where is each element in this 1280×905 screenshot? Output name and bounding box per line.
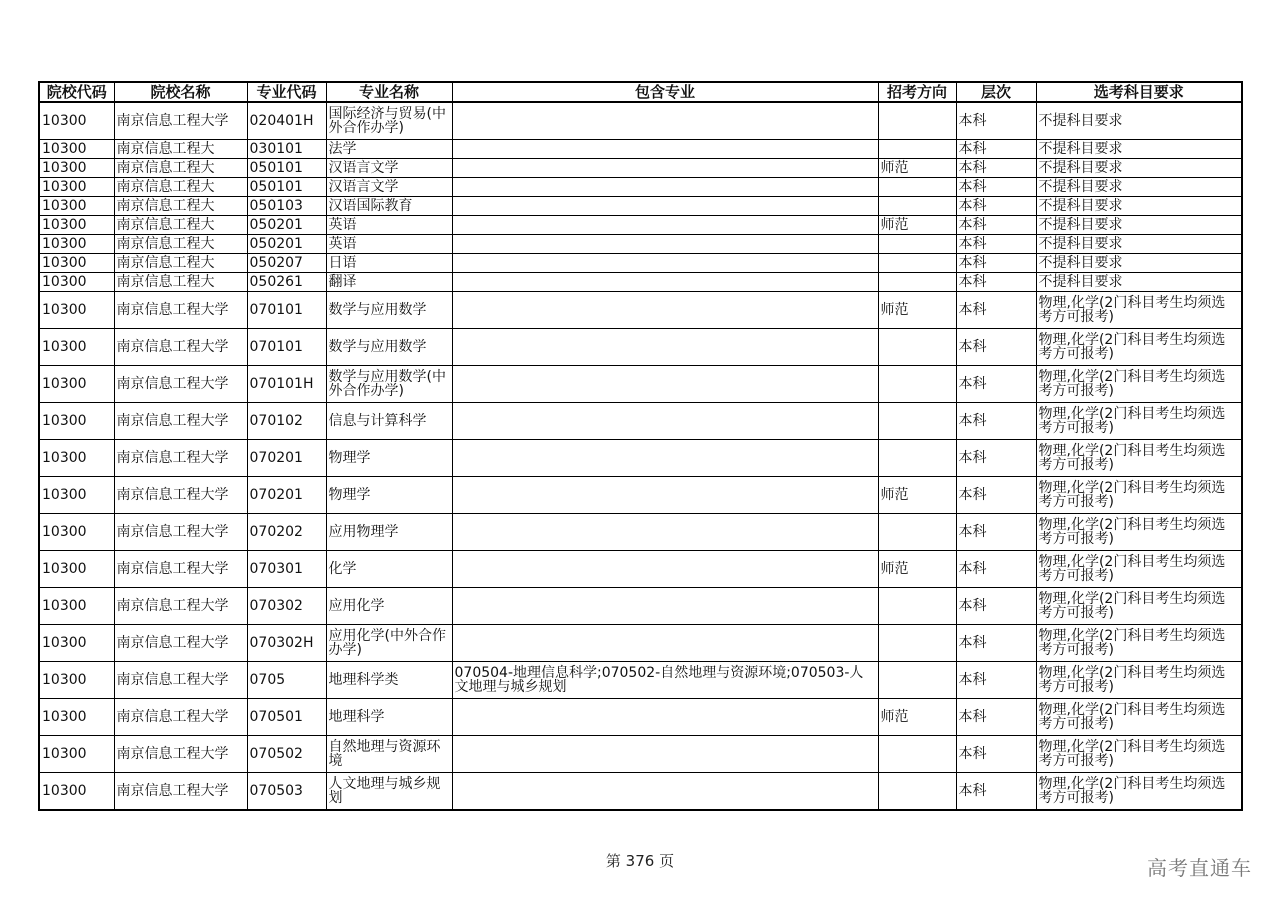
table-row xyxy=(39,551,1242,588)
cell-included-majors xyxy=(452,273,878,292)
cell-school-code: 10300 xyxy=(39,178,114,197)
cell-subject-requirement: 不提科目要求 xyxy=(1036,178,1242,197)
cell-included-majors xyxy=(452,178,878,197)
cell-level: 本科 xyxy=(956,773,1036,811)
cell-school-code: 10300 xyxy=(39,403,114,440)
cell-level: 本科 xyxy=(956,197,1036,216)
cell-major-code: 030101 xyxy=(247,140,326,159)
cell-school-name: 南京信息工程大学 xyxy=(114,292,247,329)
cell-direction xyxy=(878,329,956,366)
cell-level: 本科 xyxy=(956,366,1036,403)
cell-school-name: 南京信息工程大 xyxy=(114,140,247,159)
cell-major-name: 汉语国际教育 xyxy=(326,197,452,216)
cell-school-name: 南京信息工程大学 xyxy=(114,514,247,551)
cell-included-majors xyxy=(452,551,878,588)
cell-direction xyxy=(878,514,956,551)
cell-included-majors xyxy=(452,197,878,216)
cell-direction xyxy=(878,254,956,273)
cell-major-name: 物理学 xyxy=(326,477,452,514)
cell-included-majors xyxy=(452,235,878,254)
cell-direction xyxy=(878,625,956,662)
cell-subject-requirement: 物理,化学(2门科目考生均须选考方可报考) xyxy=(1036,773,1242,811)
cell-school-code: 10300 xyxy=(39,736,114,773)
cell-subject-requirement: 物理,化学(2门科目考生均须选考方可报考) xyxy=(1036,736,1242,773)
cell-major-name: 人文地理与城乡规划 xyxy=(326,773,452,811)
cell-direction: 师范 xyxy=(878,216,956,235)
table-row xyxy=(39,403,1242,440)
cell-direction xyxy=(878,773,956,811)
cell-school-code: 10300 xyxy=(39,292,114,329)
cell-direction xyxy=(878,273,956,292)
cell-major-name: 英语 xyxy=(326,235,452,254)
cell-level: 本科 xyxy=(956,102,1036,140)
cell-school-name: 南京信息工程大学 xyxy=(114,662,247,699)
cell-included-majors xyxy=(452,159,878,178)
cell-school-name: 南京信息工程大学 xyxy=(114,403,247,440)
cell-direction: 师范 xyxy=(878,477,956,514)
cell-school-name: 南京信息工程大学 xyxy=(114,440,247,477)
cell-level: 本科 xyxy=(956,736,1036,773)
cell-major-code: 070502 xyxy=(247,736,326,773)
cell-major-name: 汉语言文学 xyxy=(326,178,452,197)
cell-school-name: 南京信息工程大 xyxy=(114,178,247,197)
table-row xyxy=(39,235,1242,254)
cell-major-code: 070302 xyxy=(247,588,326,625)
cell-direction xyxy=(878,440,956,477)
page-number: 第 376 页 xyxy=(605,852,675,870)
cell-level: 本科 xyxy=(956,625,1036,662)
cell-subject-requirement: 不提科目要求 xyxy=(1036,197,1242,216)
cell-included-majors xyxy=(452,736,878,773)
cell-level: 本科 xyxy=(956,662,1036,699)
cell-subject-requirement: 不提科目要求 xyxy=(1036,140,1242,159)
cell-level: 本科 xyxy=(956,292,1036,329)
cell-school-code: 10300 xyxy=(39,254,114,273)
cell-included-majors xyxy=(452,292,878,329)
cell-subject-requirement: 不提科目要求 xyxy=(1036,216,1242,235)
cell-subject-requirement: 不提科目要求 xyxy=(1036,102,1242,140)
table-row xyxy=(39,159,1242,178)
cell-school-name: 南京信息工程大学 xyxy=(114,477,247,514)
cell-major-code: 070503 xyxy=(247,773,326,811)
cell-level: 本科 xyxy=(956,178,1036,197)
cell-level: 本科 xyxy=(956,329,1036,366)
cell-included-majors xyxy=(452,254,878,273)
cell-direction xyxy=(878,662,956,699)
cell-school-code: 10300 xyxy=(39,159,114,178)
cell-major-code: 050201 xyxy=(247,216,326,235)
table-row xyxy=(39,178,1242,197)
cell-subject-requirement: 物理,化学(2门科目考生均须选考方可报考) xyxy=(1036,477,1242,514)
cell-direction xyxy=(878,736,956,773)
table-row xyxy=(39,102,1242,140)
table-row xyxy=(39,477,1242,514)
cell-major-name: 地理科学类 xyxy=(326,662,452,699)
cell-school-name: 南京信息工程大学 xyxy=(114,551,247,588)
cell-direction: 师范 xyxy=(878,699,956,736)
cell-school-name: 南京信息工程大学 xyxy=(114,102,247,140)
cell-school-code: 10300 xyxy=(39,625,114,662)
cell-subject-requirement: 不提科目要求 xyxy=(1036,254,1242,273)
cell-school-code: 10300 xyxy=(39,197,114,216)
cell-school-code: 10300 xyxy=(39,662,114,699)
cell-included-majors xyxy=(452,216,878,235)
table-row xyxy=(39,216,1242,235)
cell-school-code: 10300 xyxy=(39,235,114,254)
cell-school-name: 南京信息工程大学 xyxy=(114,773,247,811)
watermark: 高考直通车 xyxy=(1147,856,1252,880)
cell-subject-requirement: 物理,化学(2门科目考生均须选考方可报考) xyxy=(1036,551,1242,588)
cell-major-name: 日语 xyxy=(326,254,452,273)
cell-major-code: 070302H xyxy=(247,625,326,662)
cell-level: 本科 xyxy=(956,235,1036,254)
cell-direction xyxy=(878,403,956,440)
table-row xyxy=(39,662,1242,699)
table-body xyxy=(39,102,1242,810)
cell-major-name: 自然地理与资源环境 xyxy=(326,736,452,773)
cell-school-code: 10300 xyxy=(39,366,114,403)
cell-direction xyxy=(878,197,956,216)
cell-school-code: 10300 xyxy=(39,216,114,235)
cell-included-majors xyxy=(452,773,878,811)
cell-major-code: 050201 xyxy=(247,235,326,254)
cell-direction xyxy=(878,102,956,140)
cell-level: 本科 xyxy=(956,273,1036,292)
cell-school-name: 南京信息工程大学 xyxy=(114,588,247,625)
cell-level: 本科 xyxy=(956,588,1036,625)
cell-subject-requirement: 物理,化学(2门科目考生均须选考方可报考) xyxy=(1036,588,1242,625)
cell-subject-requirement: 物理,化学(2门科目考生均须选考方可报考) xyxy=(1036,292,1242,329)
header-direction: 招考方向 xyxy=(878,82,956,102)
cell-school-code: 10300 xyxy=(39,140,114,159)
cell-school-code: 10300 xyxy=(39,329,114,366)
cell-major-code: 070202 xyxy=(247,514,326,551)
cell-school-name: 南京信息工程大 xyxy=(114,197,247,216)
cell-direction: 师范 xyxy=(878,292,956,329)
cell-school-name: 南京信息工程大学 xyxy=(114,736,247,773)
table-row xyxy=(39,292,1242,329)
cell-major-name: 数学与应用数学 xyxy=(326,329,452,366)
cell-major-name: 应用化学(中外合作办学) xyxy=(326,625,452,662)
cell-major-code: 0705 xyxy=(247,662,326,699)
cell-subject-requirement: 物理,化学(2门科目考生均须选考方可报考) xyxy=(1036,329,1242,366)
cell-major-code: 070102 xyxy=(247,403,326,440)
cell-subject-requirement: 物理,化学(2门科目考生均须选考方可报考) xyxy=(1036,366,1242,403)
cell-level: 本科 xyxy=(956,403,1036,440)
cell-major-code: 050103 xyxy=(247,197,326,216)
cell-school-name: 南京信息工程大学 xyxy=(114,625,247,662)
cell-included-majors xyxy=(452,699,878,736)
cell-school-code: 10300 xyxy=(39,102,114,140)
table-row xyxy=(39,254,1242,273)
cell-school-name: 南京信息工程大学 xyxy=(114,329,247,366)
cell-major-code: 070201 xyxy=(247,440,326,477)
header-level: 层次 xyxy=(956,82,1036,102)
cell-major-name: 数学与应用数学 xyxy=(326,292,452,329)
cell-major-name: 法学 xyxy=(326,140,452,159)
table-row xyxy=(39,140,1242,159)
header-school-code: 院校代码 xyxy=(39,82,114,102)
cell-included-majors xyxy=(452,588,878,625)
cell-subject-requirement: 物理,化学(2门科目考生均须选考方可报考) xyxy=(1036,699,1242,736)
table-row xyxy=(39,773,1242,811)
cell-school-code: 10300 xyxy=(39,477,114,514)
cell-level: 本科 xyxy=(956,699,1036,736)
cell-major-name: 国际经济与贸易(中外合作办学) xyxy=(326,102,452,140)
cell-school-name: 南京信息工程大 xyxy=(114,273,247,292)
cell-level: 本科 xyxy=(956,254,1036,273)
cell-subject-requirement: 物理,化学(2门科目考生均须选考方可报考) xyxy=(1036,403,1242,440)
cell-subject-requirement: 不提科目要求 xyxy=(1036,159,1242,178)
cell-major-code: 070101 xyxy=(247,292,326,329)
cell-direction xyxy=(878,588,956,625)
cell-included-majors xyxy=(452,477,878,514)
cell-subject-requirement: 物理,化学(2门科目考生均须选考方可报考) xyxy=(1036,514,1242,551)
header-included-majors: 包含专业 xyxy=(452,82,878,102)
admission-table xyxy=(38,81,1243,811)
cell-school-name: 南京信息工程大 xyxy=(114,159,247,178)
cell-major-name: 地理科学 xyxy=(326,699,452,736)
cell-direction: 师范 xyxy=(878,551,956,588)
cell-major-name: 应用物理学 xyxy=(326,514,452,551)
header-major-code: 专业代码 xyxy=(247,82,326,102)
cell-school-code: 10300 xyxy=(39,773,114,811)
cell-level: 本科 xyxy=(956,140,1036,159)
cell-level: 本科 xyxy=(956,216,1036,235)
cell-major-name: 化学 xyxy=(326,551,452,588)
cell-school-code: 10300 xyxy=(39,514,114,551)
cell-major-code: 070201 xyxy=(247,477,326,514)
cell-direction xyxy=(878,366,956,403)
cell-major-code: 070501 xyxy=(247,699,326,736)
cell-included-majors: 070504-地理信息科学;070502-自然地理与资源环境;070503-人文地理与城乡规划 xyxy=(452,662,878,699)
cell-major-code: 070101H xyxy=(247,366,326,403)
cell-major-name: 翻译 xyxy=(326,273,452,292)
cell-level: 本科 xyxy=(956,477,1036,514)
cell-included-majors xyxy=(452,625,878,662)
cell-included-majors xyxy=(452,514,878,551)
cell-major-name: 数学与应用数学(中外合作办学) xyxy=(326,366,452,403)
cell-direction xyxy=(878,235,956,254)
cell-included-majors xyxy=(452,329,878,366)
table-row xyxy=(39,329,1242,366)
cell-school-name: 南京信息工程大学 xyxy=(114,699,247,736)
cell-subject-requirement: 不提科目要求 xyxy=(1036,273,1242,292)
table-header-row xyxy=(39,82,1242,102)
cell-major-name: 汉语言文学 xyxy=(326,159,452,178)
cell-subject-requirement: 物理,化学(2门科目考生均须选考方可报考) xyxy=(1036,662,1242,699)
cell-subject-requirement: 物理,化学(2门科目考生均须选考方可报考) xyxy=(1036,625,1242,662)
cell-school-name: 南京信息工程大学 xyxy=(114,366,247,403)
cell-major-code: 070101 xyxy=(247,329,326,366)
cell-major-name: 英语 xyxy=(326,216,452,235)
cell-school-code: 10300 xyxy=(39,273,114,292)
cell-major-name: 信息与计算科学 xyxy=(326,403,452,440)
cell-level: 本科 xyxy=(956,514,1036,551)
cell-direction xyxy=(878,140,956,159)
table-row xyxy=(39,588,1242,625)
cell-included-majors xyxy=(452,102,878,140)
cell-direction: 师范 xyxy=(878,159,956,178)
header-school-name: 院校名称 xyxy=(114,82,247,102)
cell-subject-requirement: 不提科目要求 xyxy=(1036,235,1242,254)
cell-school-code: 10300 xyxy=(39,588,114,625)
cell-level: 本科 xyxy=(956,159,1036,178)
cell-level: 本科 xyxy=(956,440,1036,477)
cell-school-name: 南京信息工程大 xyxy=(114,254,247,273)
table-row xyxy=(39,366,1242,403)
header-major-name: 专业名称 xyxy=(326,82,452,102)
table-row xyxy=(39,514,1242,551)
cell-major-name: 物理学 xyxy=(326,440,452,477)
cell-major-code: 050207 xyxy=(247,254,326,273)
cell-school-code: 10300 xyxy=(39,440,114,477)
cell-included-majors xyxy=(452,366,878,403)
cell-included-majors xyxy=(452,140,878,159)
header-subject-requirement: 选考科目要求 xyxy=(1036,82,1242,102)
cell-school-code: 10300 xyxy=(39,551,114,588)
cell-major-code: 050261 xyxy=(247,273,326,292)
cell-school-name: 南京信息工程大 xyxy=(114,216,247,235)
table-row xyxy=(39,625,1242,662)
cell-school-code: 10300 xyxy=(39,699,114,736)
cell-school-name: 南京信息工程大 xyxy=(114,235,247,254)
cell-major-code: 050101 xyxy=(247,159,326,178)
cell-major-code: 050101 xyxy=(247,178,326,197)
cell-direction xyxy=(878,178,956,197)
cell-major-code: 020401H xyxy=(247,102,326,140)
cell-included-majors xyxy=(452,403,878,440)
cell-subject-requirement: 物理,化学(2门科目考生均须选考方可报考) xyxy=(1036,440,1242,477)
cell-included-majors xyxy=(452,440,878,477)
cell-major-name: 应用化学 xyxy=(326,588,452,625)
cell-major-code: 070301 xyxy=(247,551,326,588)
table-row xyxy=(39,440,1242,477)
cell-level: 本科 xyxy=(956,551,1036,588)
table-row xyxy=(39,197,1242,216)
table-row xyxy=(39,273,1242,292)
table-row xyxy=(39,736,1242,773)
table-row xyxy=(39,699,1242,736)
